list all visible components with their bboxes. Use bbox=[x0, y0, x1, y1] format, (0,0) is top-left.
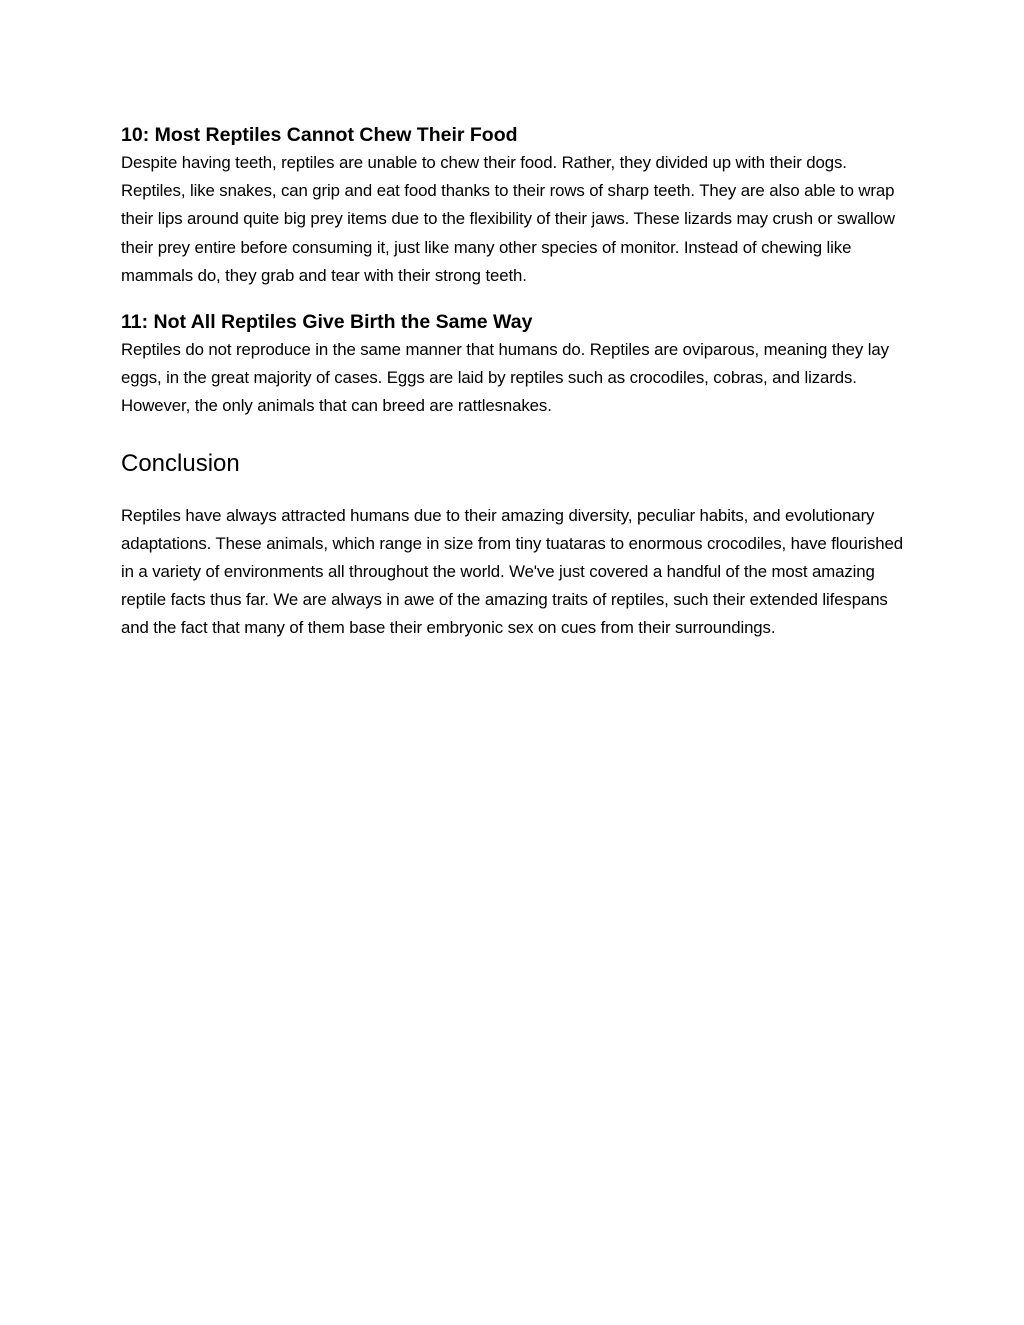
document-page bbox=[121, 121, 906, 643]
conclusion-heading: Conclusion bbox=[121, 449, 240, 477]
section-heading-10: 10: Most Reptiles Cannot Chew Their Food bbox=[121, 124, 518, 146]
conclusion-body: Reptiles have always attracted humans due to their amazing diversity, peculiar habits, and evolutionary adaptations. These animals, which range in size from tiny tuataras to enormous crocodiles, have flourished in a variety of environments all throughout the world. We've just covered a handful of the most amazing reptile facts thus far. We are always in awe of the amazing traits of reptiles, such their extended lifespans and the fact that many of them base their embryonic sex on cues from their surroundings. bbox=[121, 505, 903, 638]
section-body-10: Despite having teeth, reptiles are unable to chew their food. Rather, they divided up with their dogs. Reptiles, like snakes, can grip and eat food thanks to their rows of sharp teeth. They are also able to wrap their lips around quite big prey items due to the flexibility of their jaws. These lizards may crush or swallow their prey entire before consuming it, just like many other species of monitor. Instead of chewing like mammals do, they grab and tear with their strong teeth. bbox=[121, 153, 895, 285]
section-body-11: Reptiles do not reproduce in the same manner that humans do. Reptiles are oviparous, meaning they lay eggs, in the great majority of cases. Eggs are laid by reptiles such as crocodiles, cobras, and lizards. However, the only animals that can breed are rattlesnakes. bbox=[121, 340, 889, 416]
section-heading-11: 11: Not All Reptiles Give Birth the Same Way bbox=[121, 311, 533, 334]
